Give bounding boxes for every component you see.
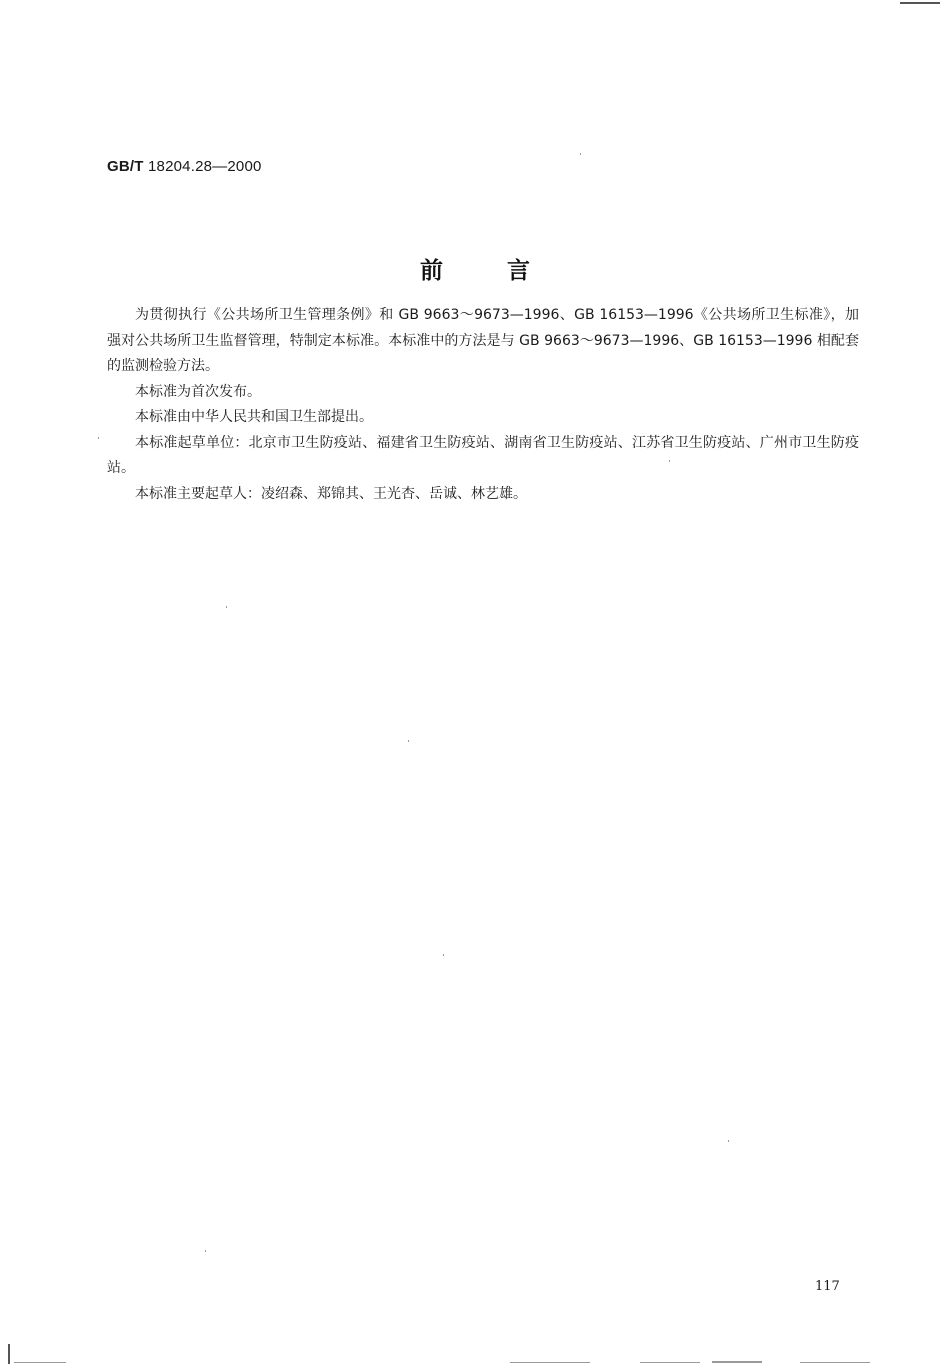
scan-line-bottom-1 bbox=[510, 1362, 590, 1363]
foreword-body bbox=[107, 303, 859, 507]
paragraph-proposer: 本标准由中华人民共和国卫生部提出。 bbox=[135, 409, 373, 425]
scan-line-bottom-4 bbox=[800, 1362, 870, 1363]
scan-mark-bottom-left bbox=[8, 1344, 10, 1364]
paragraph-first-release: 本标准为首次发布。 bbox=[135, 383, 261, 400]
scan-mark-top-right bbox=[900, 2, 940, 4]
scan-dot-5 bbox=[443, 954, 444, 956]
scan-line-bottom-3 bbox=[712, 1361, 762, 1363]
scan-dot-8 bbox=[205, 1250, 206, 1252]
scan-dot-3 bbox=[669, 460, 670, 462]
page-title: 前言 bbox=[420, 258, 594, 284]
standard-code-number: 18204.28—2000 bbox=[143, 158, 262, 175]
scan-dot-4 bbox=[408, 740, 409, 742]
scan-line-bottom-left bbox=[14, 1362, 66, 1363]
scan-line-bottom-2 bbox=[640, 1362, 700, 1363]
paragraph-purpose: 为贯彻执行《公共场所卫生管理条例》和 GB 9663～9673—1996、GB 16153—1996《公共场所卫生标准》，加强对公共场所卫生监督管理，特制定本标准。本标准中的方法是与 GB 9663～9673—1996、GB 16153—1996 相配套的监测检验方法。 bbox=[107, 307, 859, 374]
paragraph-drafting-units: 本标准起草单位：北京市卫生防疫站、福建省卫生防疫站、湖南省卫生防疫站、江苏省卫生防疫站、广州市卫生防疫站。 bbox=[107, 434, 859, 476]
scan-dot-6 bbox=[226, 606, 227, 608]
paragraph-drafters: 本标准主要起草人：凌绍森、郑锦其、王光杏、岳诚、林艺雄。 bbox=[135, 485, 527, 502]
scan-dot-7 bbox=[728, 1140, 729, 1142]
scan-dot-1 bbox=[580, 153, 581, 155]
scan-dot-2 bbox=[98, 437, 99, 439]
standard-code-prefix: GB/T bbox=[107, 158, 144, 175]
standard-code bbox=[107, 158, 262, 175]
page-number: 117 bbox=[815, 1279, 840, 1294]
